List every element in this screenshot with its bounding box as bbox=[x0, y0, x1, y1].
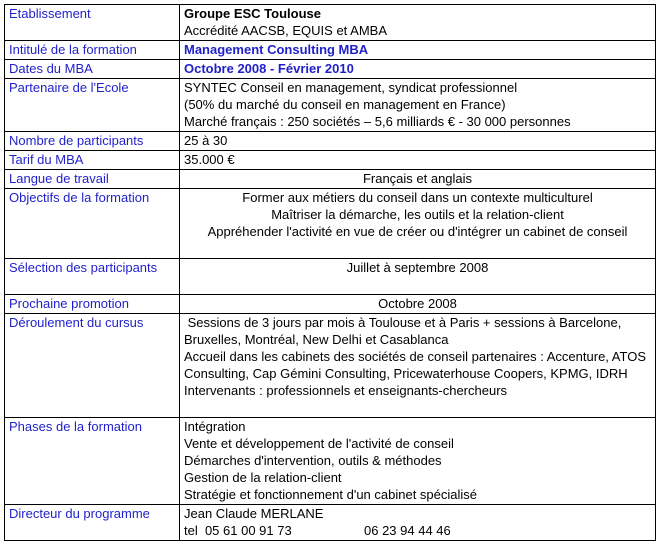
label-tarif: Tarif du MBA bbox=[5, 151, 180, 170]
row-phases bbox=[5, 418, 656, 505]
value-dates: Octobre 2008 - Février 2010 bbox=[180, 60, 656, 79]
school-name: Groupe ESC Toulouse bbox=[184, 6, 321, 21]
row-etablissement bbox=[5, 5, 656, 41]
phase-5: Stratégie et fonctionnement d'un cabinet spécialisé bbox=[184, 487, 478, 502]
director-phones bbox=[184, 522, 651, 539]
value-partenaire bbox=[180, 79, 656, 132]
label-phases: Phases de la formation bbox=[5, 418, 180, 505]
accreditations: Accrédité AACSB, EQUIS et AMBA bbox=[184, 23, 388, 38]
partner-line-3: Marché français : 250 sociétés – 5,6 milliards € - 30 000 personnes bbox=[184, 114, 571, 129]
label-intitule: Intitulé de la formation bbox=[5, 41, 180, 60]
director-phone-office: tel 05 61 00 91 73 bbox=[184, 523, 292, 538]
value-tarif: 35.000 € bbox=[180, 151, 656, 170]
row-intitule bbox=[5, 41, 656, 60]
row-dates bbox=[5, 60, 656, 79]
value-selection: Juillet à septembre 2008 bbox=[180, 259, 656, 295]
row-selection bbox=[5, 259, 656, 295]
partner-line-2: (50% du marché du conseil en management en France) bbox=[184, 97, 506, 112]
value-intitule: Management Consulting MBA bbox=[180, 41, 656, 60]
label-promotion: Prochaine promotion bbox=[5, 295, 180, 314]
value-objectifs bbox=[180, 189, 656, 259]
row-partenaire bbox=[5, 79, 656, 132]
label-dates: Dates du MBA bbox=[5, 60, 180, 79]
phase-3: Démarches d'intervention, outils & méthodes bbox=[184, 453, 442, 468]
phase-4: Gestion de la relation-client bbox=[184, 470, 342, 485]
phase-1: Intégration bbox=[184, 419, 246, 434]
label-participants: Nombre de participants bbox=[5, 132, 180, 151]
row-deroulement bbox=[5, 314, 656, 418]
row-objectifs bbox=[5, 189, 656, 259]
mba-info-table bbox=[4, 4, 656, 541]
phase-2: Vente et développement de l'activité de conseil bbox=[184, 436, 454, 451]
label-partenaire: Partenaire de l'Ecole bbox=[5, 79, 180, 132]
value-deroulement bbox=[180, 314, 656, 418]
label-etablissement: Etablissement bbox=[5, 5, 180, 41]
objective-3: Appréhender l'activité en vue de créer ou d'intégrer un cabinet de conseil bbox=[207, 224, 628, 239]
value-etablissement bbox=[180, 5, 656, 41]
value-promotion: Octobre 2008 bbox=[180, 295, 656, 314]
cursus-accueil: Accueil dans les cabinets des sociétés de conseil partenaires : Accenture, ATOS Consulting, Cap Gémini Consulting, Pricewaterhouse Coopers, KPMG, IDRH bbox=[184, 349, 646, 381]
cursus-intervenants: Intervenants : professionnels et enseignants-chercheurs bbox=[184, 383, 508, 398]
label-directeur: Directeur du programme bbox=[5, 505, 180, 541]
value-langue: Français et anglais bbox=[180, 170, 656, 189]
objective-1: Former aux métiers du conseil dans un contexte multiculturel bbox=[242, 190, 593, 205]
partner-line-1: SYNTEC Conseil en management, syndicat professionnel bbox=[184, 80, 518, 95]
value-participants: 25 à 30 bbox=[180, 132, 656, 151]
director-name: Jean Claude MERLANE bbox=[184, 506, 324, 521]
label-deroulement: Déroulement du cursus bbox=[5, 314, 180, 418]
objective-2: Maîtriser la démarche, les outils et la relation-client bbox=[271, 207, 564, 222]
label-selection: Sélection des participants bbox=[5, 259, 180, 295]
cursus-sessions: Sessions de 3 jours par mois à Toulouse et à Paris + sessions à Barcelone, Bruxelles, Montréal, New Delhi et Casablanca bbox=[184, 315, 625, 347]
row-promotion bbox=[5, 295, 656, 314]
label-objectifs: Objectifs de la formation bbox=[5, 189, 180, 259]
value-phases bbox=[180, 418, 656, 505]
row-tarif bbox=[5, 151, 656, 170]
label-langue: Langue de travail bbox=[5, 170, 180, 189]
row-directeur bbox=[5, 505, 656, 541]
row-langue bbox=[5, 170, 656, 189]
value-directeur bbox=[180, 505, 656, 541]
director-phone-mobile: 06 23 94 44 46 bbox=[364, 523, 451, 538]
row-participants bbox=[5, 132, 656, 151]
